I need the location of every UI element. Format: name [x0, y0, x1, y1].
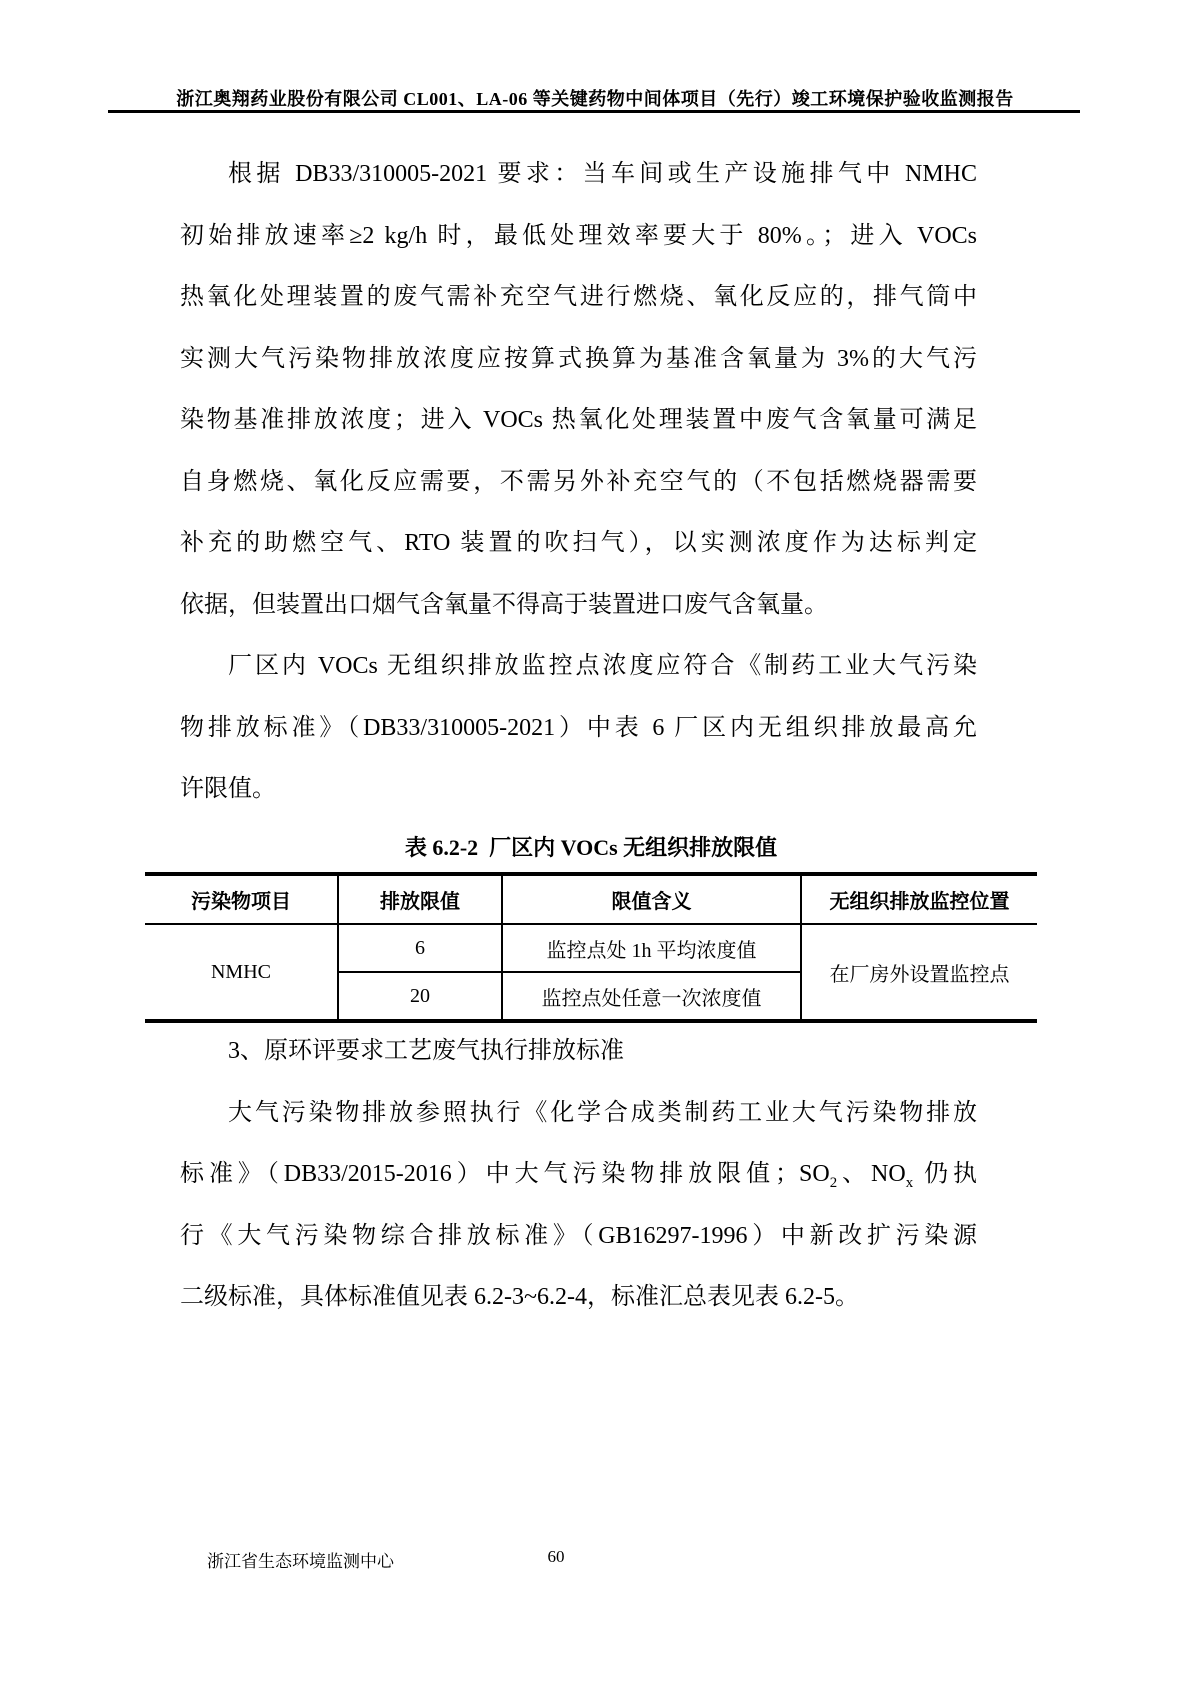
table-header-row [145, 874, 1037, 924]
voc-limits-table [145, 872, 1037, 1023]
cell-meaning: 监控点处任意一次浓度值 [502, 972, 801, 1021]
column-header-location: 无组织排放监控位置 [801, 874, 1037, 924]
paragraph-line: 热氧化处理装置的废气需补充空气进行燃烧、氧化反应的，排气筒中 [180, 284, 977, 310]
subscript: x [905, 1174, 914, 1191]
subscript: 2 [829, 1174, 838, 1191]
paragraph-line: 行《大气污染物综合排放标准》（GB16297-1996）中新改扩污染源 [180, 1222, 977, 1249]
paragraph-line: 根据 DB33/310005-2021 要求：当车间或生产设施排气中 NMHC [228, 161, 977, 187]
table-caption: 表 6.2-2 厂区内 VOCs 无组织排放限值 [404, 835, 778, 860]
paragraph-line: 大气污染物排放参照执行《化学合成类制药工业大气污染物排放 [228, 1099, 977, 1126]
footer-organization: 浙江省生态环境监测中心 [207, 1552, 394, 1571]
cell-limit: 6 [338, 924, 502, 972]
paragraph-line: 实测大气污染物排放浓度应按算式换算为基准含氧量为 3%的大气污 [180, 345, 977, 372]
header-rule [108, 110, 1080, 113]
paragraph-line: 厂区内 VOCs 无组织排放监控点浓度应符合《制药工业大气污染 [228, 653, 977, 679]
cell-limit: 20 [338, 972, 502, 1021]
cell-meaning: 监控点处 1h 平均浓度值 [502, 924, 801, 972]
text-segment: 标准》（DB33/2015-2016）中大气污染物排放限值；SO [180, 1161, 830, 1187]
running-header-title: 浙江奥翔药业股份有限公司 CL001、LA-06 等关键药物中间体项目（先行）竣工环境保护验收监测报告 [176, 89, 1014, 109]
body-text-block-2 [180, 1021, 977, 1329]
paragraph-line: 染物基准排放浓度；进入 VOCs 热氧化处理装置中废气含氧量可满足 [180, 407, 977, 433]
table-row [145, 924, 1037, 972]
text-segment: 仍执 [913, 1161, 978, 1187]
column-header-limit: 排放限值 [338, 874, 502, 924]
paragraph-line: 自身燃烧、氧化反应需要，不需另外补充空气的（不包括燃烧器需要 [180, 468, 977, 495]
footer-page-number: 60 [547, 1547, 565, 1566]
paragraph-line: 许限值。 [180, 776, 276, 802]
paragraph-line-with-subscripts [180, 1144, 977, 1206]
column-header-meaning: 限值含义 [502, 874, 801, 924]
paragraph-line: 依据，但装置出口烟气含氧量不得高于装置进口废气含氧量。 [180, 591, 828, 618]
paragraph-line: 补充的助燃空气、RTO 装置的吹扫气），以实测浓度作为达标判定 [180, 530, 977, 556]
text-segment: 、NO [837, 1161, 906, 1187]
paragraph-line: 物排放标准》（DB33/310005-2021）中表 6 厂区内无组织排放最高允 [180, 714, 977, 741]
paragraph-line: 初始排放速率≥2 kg/h 时，最低处理效率要大于 80%。；进入 VOCs [180, 222, 977, 249]
body-text-block-1 [180, 144, 977, 821]
cell-pollutant: NMHC [145, 924, 338, 1021]
section-heading: 3、原环评要求工艺废气执行排放标准 [228, 1038, 624, 1064]
column-header-pollutant: 污染物项目 [145, 874, 338, 924]
cell-location: 在厂房外设置监控点 [801, 924, 1037, 1021]
paragraph-line: 二级标准，具体标准值见表 6.2-3~6.2-4，标准汇总表见表 6.2-5。 [180, 1284, 859, 1310]
